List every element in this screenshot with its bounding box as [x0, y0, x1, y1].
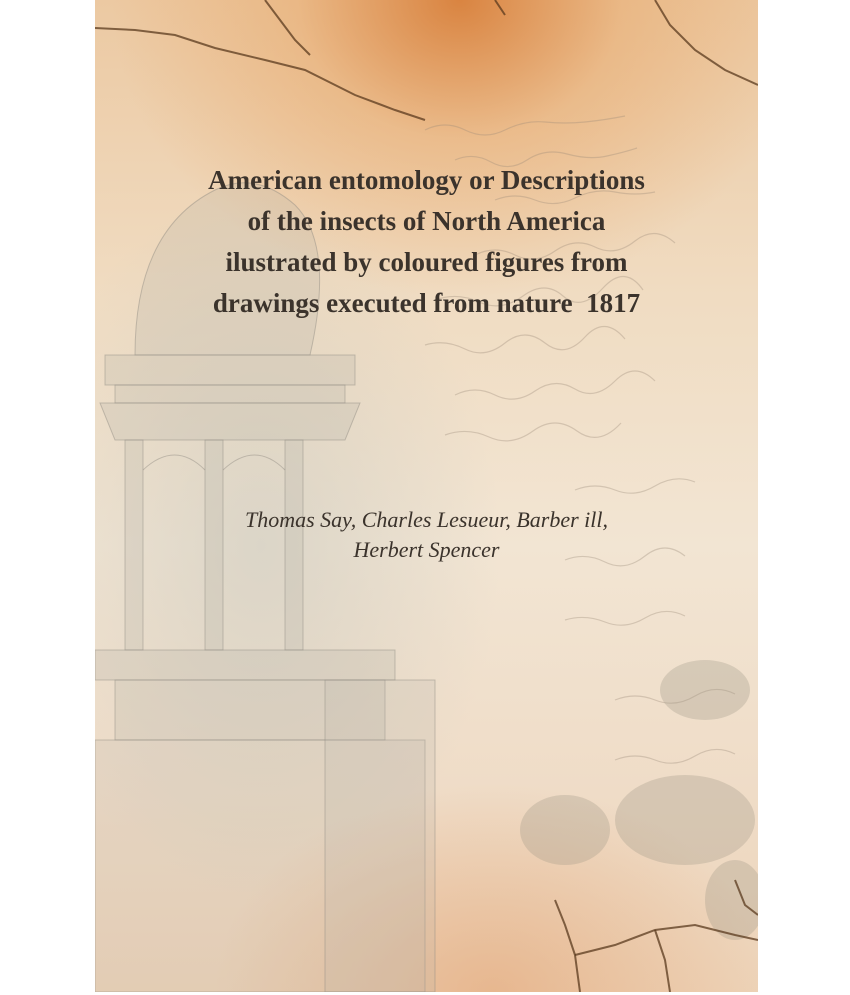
cover-background-art — [95, 0, 758, 992]
book-cover — [95, 0, 758, 992]
title-line: American entomology or Descriptions — [208, 165, 645, 195]
author-line: Thomas Say, Charles Lesueur, Barber ill, — [244, 507, 609, 532]
author-line: Herbert Spencer — [353, 537, 500, 562]
title-line: drawings executed from nature 1817 — [212, 288, 641, 318]
title-line: ilustrated by coloured figures from — [225, 247, 628, 277]
book-title — [95, 160, 758, 324]
book-authors — [95, 505, 758, 565]
tree-illustration — [520, 660, 758, 940]
title-line: of the insects of North America — [247, 206, 606, 236]
